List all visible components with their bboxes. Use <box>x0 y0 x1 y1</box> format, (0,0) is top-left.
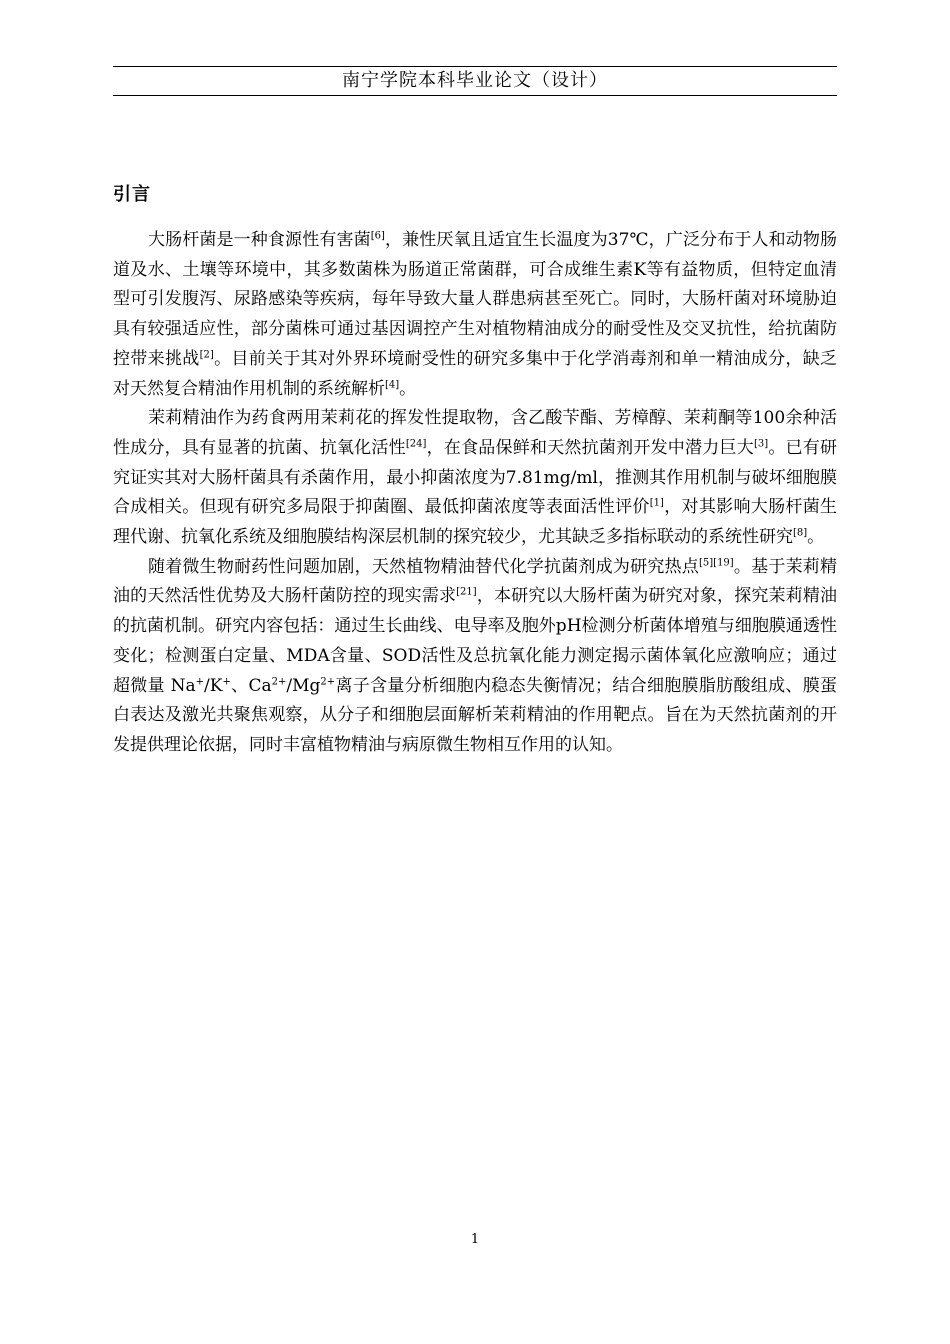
paragraph-text-run: 。已有研究证实其对大肠杆菌具有杀菌作用，最小抑菌浓度为7.81mg/ml，推测其作用机制与破坏细胞膜合成相关。但现有研究多局限于抑菌圈、最低抑菌浓度等表面活性评价 <box>113 437 838 518</box>
paragraph-text-run: /K <box>204 675 223 696</box>
body-paragraph <box>113 553 837 761</box>
header-rule-bottom <box>113 95 837 96</box>
paragraph-text-run: 离子含量分析细胞内稳态失衡情况；结合细胞膜脂肪酸组成、膜蛋白表达及激光共聚焦观察，从分子和细胞层面解析茉莉精油的作用靶点。旨在为天然抗菌剂的开发提供理论依据，同时丰富植物精油与病原微生物相互作用的认知。 <box>113 675 837 755</box>
paragraph-text-run: 。目前关于其对外界环境耐受性的研究多集中于化学消毒剂和单一精油成分，缺乏对天然复合精油作用机制的系统解析 <box>113 348 838 399</box>
citation-ref: [21] <box>456 586 477 598</box>
citation-ref: [3] <box>753 438 769 450</box>
paragraph-text-run: 。基于茉莉精油的天然活性优势及大肠杆菌防控的现实需求 <box>113 556 838 607</box>
paragraph-text-run: 。 <box>807 527 825 548</box>
citation-ref: 2+ <box>271 675 287 687</box>
body-text <box>113 226 837 761</box>
paragraph-text-run: 大肠杆菌是一种食源性有害菌 <box>148 230 371 250</box>
paragraph-text-run: 、Ca <box>230 675 272 696</box>
paragraph-text-run: 随着微生物耐药性问题加剧，天然植物精油替代化学抗菌剂成为研究热点 <box>148 556 699 577</box>
citation-ref: [4] <box>385 378 400 390</box>
header-rule-top <box>113 66 837 67</box>
paragraph-text-run: 茉莉精油作为药食两用茉莉花的挥发性提取物，含乙酸苄酯、芳樟醇、茉莉酮等100余种活性成分，具有显著的抗菌、抗氧化活性 <box>113 408 837 458</box>
citation-ref: [1] <box>649 497 664 509</box>
citation-ref: [6] <box>370 230 385 242</box>
section-heading: 引言 <box>113 184 151 205</box>
citation-ref: 2+ <box>320 675 336 687</box>
paragraph-text-run: ，对其影响大肠杆菌生理代谢、抗氧化系统及细胞膜结构深层机制的探究较少，尤其缺乏多指标联动的系统性研究 <box>113 497 838 548</box>
paragraph-text-run: ，兼性厌氧且适宜生长温度为37℃，广泛分布于人和动物肠道及水、土壤等环境中，其多数菌株为肠道正常菌群，可合成维生素K等有益物质，但特定血清型可引发腹泻、尿路感染等疾病，每年导致大量人群患病甚至死亡。同时，大肠杆菌对环境胁迫具有较强适应性，部分菌株可通过基因调控产生对植物精油成分的耐受性及交叉抗性，给抗菌防控带来挑战 <box>113 230 838 369</box>
citation-ref: [5][19] <box>699 557 734 569</box>
paragraph-text-run: 。 <box>399 378 417 399</box>
citation-ref: + <box>195 675 205 687</box>
paragraph-text-run: /Mg <box>286 675 321 696</box>
body-paragraph <box>113 226 837 404</box>
paragraph-text-run: ，本研究以大肠杆菌为研究对象，探究茉莉精油的抗菌机制。研究内容包括：通过生长曲线、电导率及胞外pH检测分析菌体增殖与细胞膜通透性变化；检测蛋白定量、MDA含量、SOD活性及总抗氧化能力测定揭示菌体氧化应激响应；通过超微量 Na <box>113 586 838 696</box>
citation-ref: [24] <box>405 438 427 450</box>
citation-ref: [8] <box>793 527 808 539</box>
citation-ref: [2] <box>199 349 214 361</box>
page-number: 1 <box>470 1232 480 1247</box>
paragraph-text-run: ，在食品保鲜和天然抗菌剂开发中潜力巨大 <box>426 437 754 458</box>
running-header: 南宁学院本科毕业论文（设计） <box>342 70 608 91</box>
body-paragraph <box>113 404 837 553</box>
citation-ref: + <box>222 675 231 687</box>
